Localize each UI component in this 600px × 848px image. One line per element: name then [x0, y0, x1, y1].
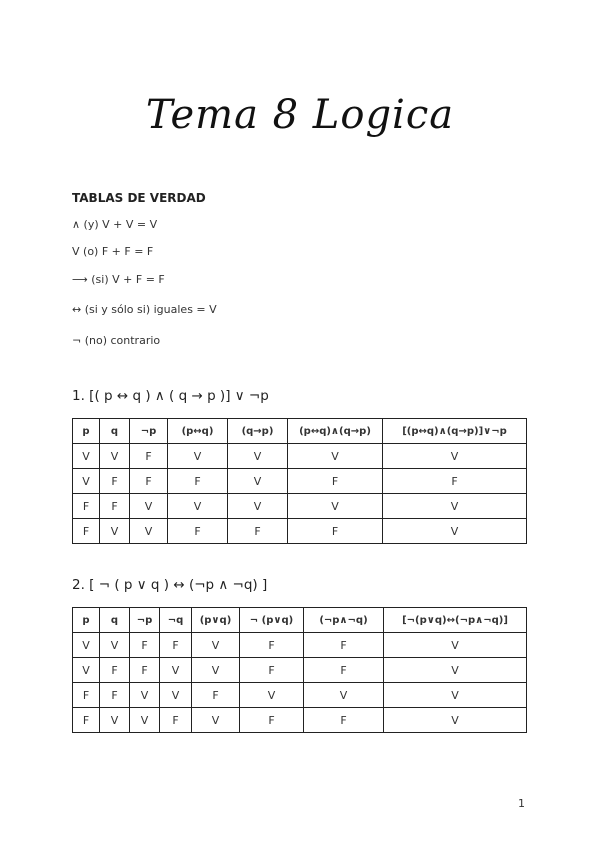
table-cell: F — [240, 633, 304, 658]
table-cell: V — [130, 708, 160, 733]
table-cell: V — [160, 683, 192, 708]
rule-and: ∧ (y) V + V = V — [72, 218, 158, 231]
table-cell: F — [73, 708, 100, 733]
table-row — [73, 444, 527, 469]
table-cell: V — [160, 658, 192, 683]
table-cell: V — [304, 683, 384, 708]
table-cell: F — [160, 633, 192, 658]
column-header: [(p↔q)∧(q→p)]∨¬p — [383, 419, 527, 444]
table-cell: V — [228, 494, 288, 519]
table-cell: F — [240, 658, 304, 683]
table-cell: F — [240, 708, 304, 733]
table-cell: F — [100, 494, 130, 519]
exercise-1-expression: 1. [( p ↔ q ) ∧ ( q → p )] ∨ ¬p — [72, 388, 269, 404]
page-number: 1 — [518, 797, 525, 810]
table-cell: F — [100, 469, 130, 494]
table-cell: V — [288, 494, 383, 519]
table-cell: F — [100, 658, 130, 683]
rule-or: V (o) F + F = F — [72, 245, 154, 258]
table-cell: V — [130, 683, 160, 708]
table-cell: V — [73, 633, 100, 658]
table-cell: F — [304, 658, 384, 683]
table-cell: F — [288, 469, 383, 494]
table-cell: V — [73, 469, 100, 494]
table-header-row — [73, 608, 527, 633]
table-cell: F — [304, 708, 384, 733]
truth-table-1 — [72, 418, 527, 544]
column-header: q — [100, 608, 130, 633]
table-cell: F — [168, 519, 228, 544]
table-cell: V — [383, 494, 527, 519]
table-cell: F — [130, 658, 160, 683]
column-header: ¬ (p∨q) — [240, 608, 304, 633]
column-header: [¬(p∨q)↔(¬p∧¬q)] — [384, 608, 527, 633]
table-cell: V — [168, 444, 228, 469]
table-row — [73, 683, 527, 708]
table-row — [73, 658, 527, 683]
table-cell: V — [168, 494, 228, 519]
table-cell: V — [383, 444, 527, 469]
rule-conditional: ⟶ (si) V + F = F — [72, 273, 165, 286]
table-cell: F — [383, 469, 527, 494]
column-header: p — [73, 419, 100, 444]
table-cell: F — [168, 469, 228, 494]
table-cell: F — [192, 683, 240, 708]
table-cell: F — [130, 469, 168, 494]
table-cell: V — [100, 708, 130, 733]
page-title: Tema 8 Logica — [145, 92, 455, 138]
column-header: (p∨q) — [192, 608, 240, 633]
column-header: ¬p — [130, 608, 160, 633]
table-cell: V — [100, 519, 130, 544]
table-row — [73, 494, 527, 519]
table-row — [73, 633, 527, 658]
column-header: (¬p∧¬q) — [304, 608, 384, 633]
table-cell: F — [73, 683, 100, 708]
column-header: (p↔q) — [168, 419, 228, 444]
table-cell: F — [130, 633, 160, 658]
table-header-row — [73, 419, 527, 444]
table-cell: F — [130, 444, 168, 469]
table-cell: V — [384, 658, 527, 683]
table-cell: V — [228, 469, 288, 494]
table-cell: V — [192, 708, 240, 733]
rule-biconditional: ↔ (si y sólo si) iguales = V — [72, 303, 217, 316]
table-cell: V — [228, 444, 288, 469]
table-cell: V — [192, 658, 240, 683]
table-cell: V — [384, 683, 527, 708]
table-cell: V — [130, 494, 168, 519]
rule-negation: ¬ (no) contrario — [72, 334, 161, 347]
table-row — [73, 708, 527, 733]
column-header: (q→p) — [228, 419, 288, 444]
table-cell: F — [100, 683, 130, 708]
exercise-2-expression: 2. [ ¬ ( p ∨ q ) ↔ (¬p ∧ ¬q) ] — [72, 577, 268, 593]
column-header: (p↔q)∧(q→p) — [288, 419, 383, 444]
table-cell: V — [192, 633, 240, 658]
table-cell: V — [73, 658, 100, 683]
table-cell: V — [130, 519, 168, 544]
table-cell: F — [73, 494, 100, 519]
table-cell: F — [288, 519, 383, 544]
section-heading: TABLAS DE VERDAD — [72, 191, 206, 205]
table-cell: V — [384, 633, 527, 658]
table-cell: V — [384, 708, 527, 733]
table-row — [73, 519, 527, 544]
table-row — [73, 469, 527, 494]
truth-table-2 — [72, 607, 527, 733]
table-cell: V — [383, 519, 527, 544]
column-header: p — [73, 608, 100, 633]
table-cell: V — [240, 683, 304, 708]
table-cell: V — [100, 444, 130, 469]
table-cell: F — [228, 519, 288, 544]
table-cell: V — [288, 444, 383, 469]
table-cell: F — [160, 708, 192, 733]
table-cell: F — [73, 519, 100, 544]
table-cell: V — [100, 633, 130, 658]
column-header: q — [100, 419, 130, 444]
table-cell: F — [304, 633, 384, 658]
column-header: ¬q — [160, 608, 192, 633]
column-header: ¬p — [130, 419, 168, 444]
table-cell: V — [73, 444, 100, 469]
